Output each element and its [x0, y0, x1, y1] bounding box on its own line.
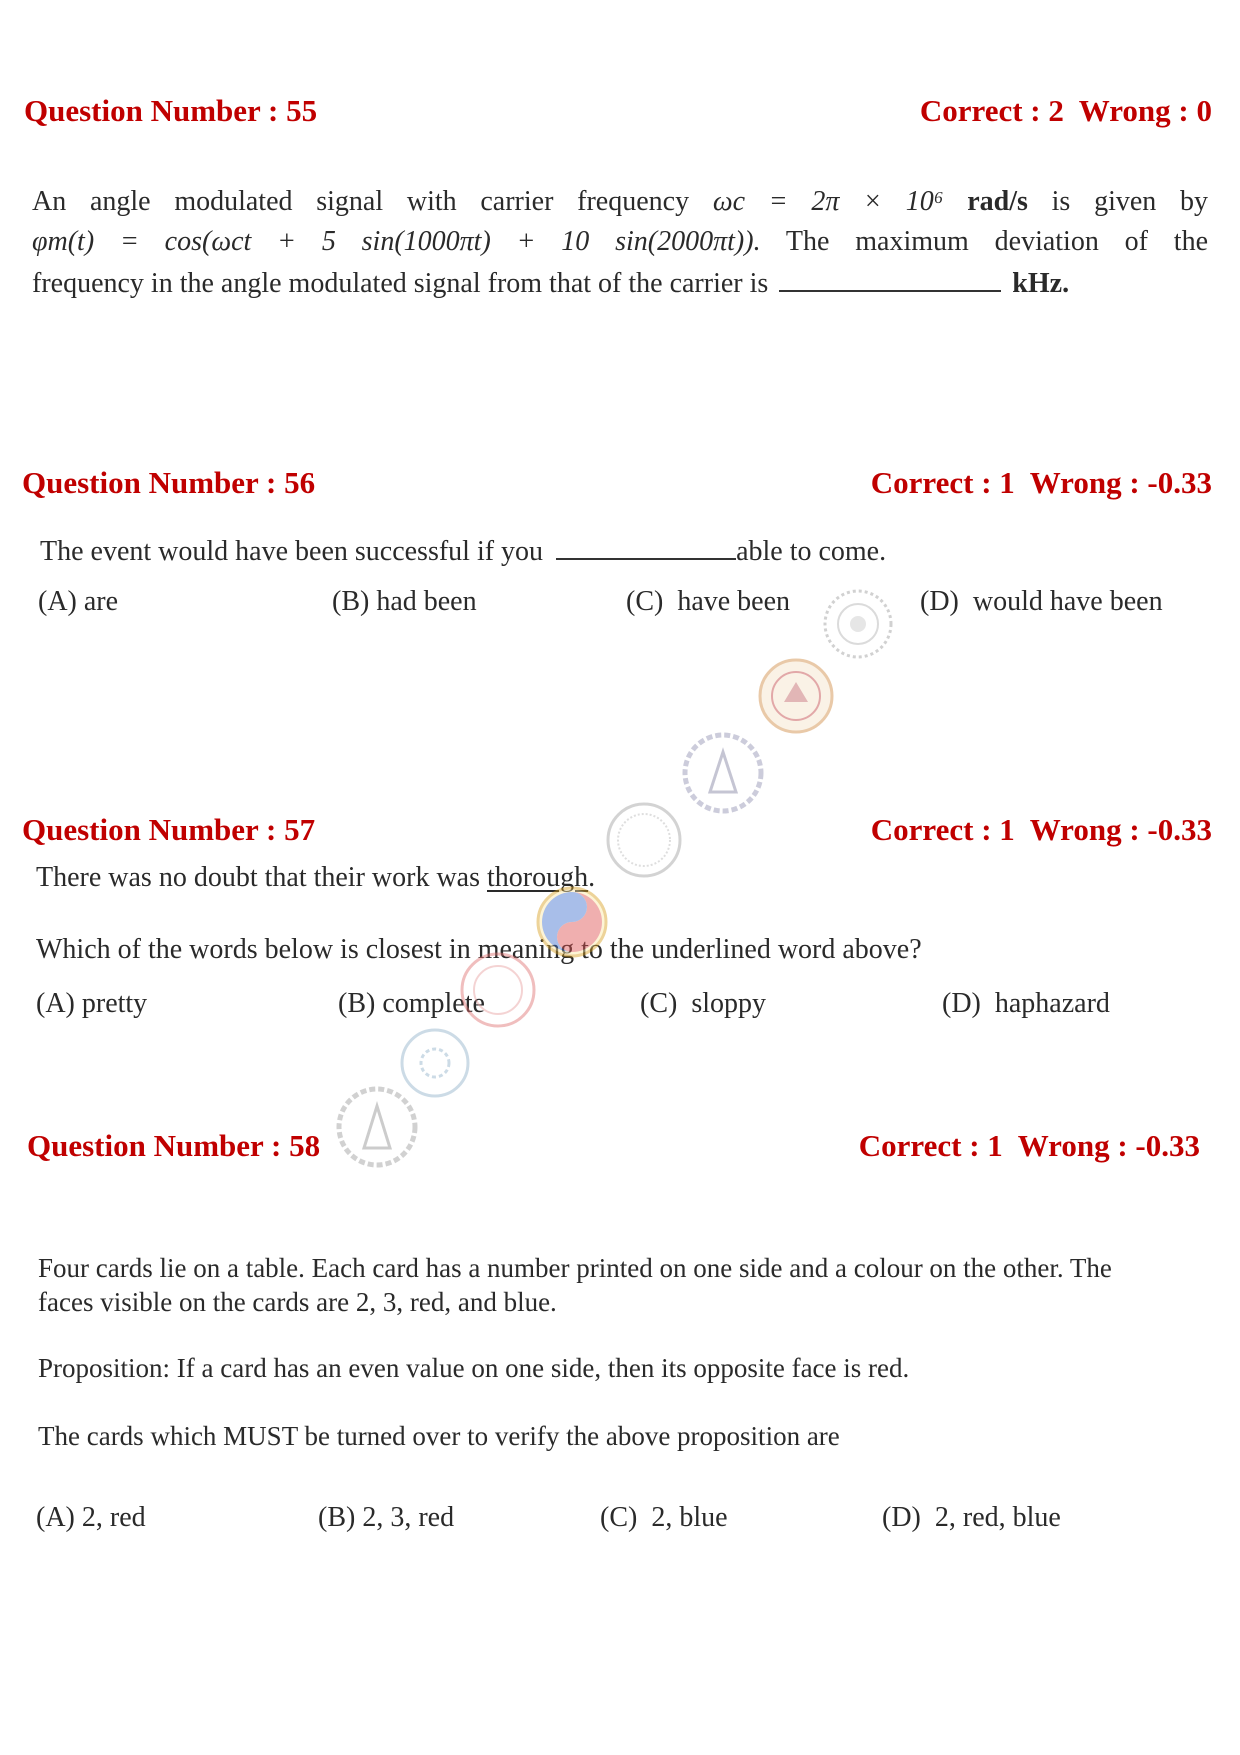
q57-option-a[interactable]: (A) pretty: [36, 988, 148, 1019]
q57-sentence-before: There was no doubt that their work was: [36, 862, 480, 893]
q55-line3-text: frequency in the angle modulated signal from that of the carrier is: [32, 268, 769, 299]
q55-unit-khz: kHz.: [1012, 268, 1070, 299]
q57-option-c[interactable]: (C) sloppy: [640, 988, 766, 1019]
question-57-marks: Correct : 1 Wrong : -0.33: [870, 812, 1212, 847]
question-55-marks: Correct : 2 Wrong : 0: [919, 93, 1212, 128]
q55-answer-blank[interactable]: [779, 262, 1001, 292]
q56-option-c[interactable]: (C) have been: [626, 586, 791, 617]
seal-icon: [334, 1084, 420, 1170]
question-58-header: Question Number : 58: [27, 1128, 321, 1163]
question-57-prompt: Which of the words below is closest in meaning to the underlined word above?: [36, 934, 922, 965]
q58-prompt: The cards which MUST be turned over to verify the above proposition are: [38, 1421, 840, 1451]
seal-icon: [756, 656, 836, 736]
seal-icon: [534, 884, 610, 960]
question-55-header: Question Number : 55: [24, 93, 318, 128]
q55-line1-tail: is given by: [1051, 186, 1209, 217]
q56-option-a[interactable]: (A) are: [38, 586, 119, 617]
seal-icon: [458, 950, 538, 1030]
q58-option-a[interactable]: (A) 2, red: [36, 1502, 146, 1533]
q58-paragraph-line-1: Four cards lie on a table. Each card has a number printed on one side and a colour on the other. The: [38, 1253, 1112, 1283]
question-56-marks: Correct : 1 Wrong : -0.33: [870, 465, 1212, 500]
question-57-sentence: [36, 858, 595, 898]
q57-sentence-after: .: [588, 862, 596, 893]
question-55-line-1: [32, 182, 1208, 222]
q55-line1-text: An angle modulated signal with carrier frequency: [32, 186, 690, 217]
q58-paragraph-line-2: faces visible on the cards are 2, 3, red, and blue.: [38, 1287, 557, 1317]
q56-stem-after: able to come.: [736, 536, 887, 567]
q55-unit-rad: rad/s: [967, 186, 1028, 217]
q57-option-b[interactable]: (B) complete: [338, 988, 485, 1019]
q56-option-d[interactable]: (D) would have been: [920, 586, 1163, 617]
seal-icon: [822, 588, 894, 660]
seal-icon: [604, 800, 684, 880]
q58-proposition: Proposition: If a card has an even value on one side, then its opposite face is red.: [38, 1353, 910, 1383]
q57-underlined-word: thorough: [487, 862, 589, 893]
question-55-line-2: [32, 222, 1208, 262]
question-56-stem: [40, 530, 886, 572]
q56-option-b[interactable]: (B) had been: [332, 586, 477, 617]
seal-icon: [680, 730, 766, 816]
q58-option-d[interactable]: (D) 2, red, blue: [882, 1502, 1061, 1533]
q55-line2-tail: The maximum deviation of the: [785, 226, 1208, 257]
q57-option-d[interactable]: (D) haphazard: [942, 988, 1110, 1019]
q56-stem-before: The event would have been successful if you: [40, 536, 544, 567]
q55-carrier-formula: ωc = 2π × 10⁶: [712, 186, 944, 217]
question-55-line-3: [32, 262, 1069, 304]
q55-signal-formula: φm(t) = cos(ωct + 5 sin(1000πt) + 10 sin(2000πt)).: [32, 226, 761, 257]
question-57-header: Question Number : 57: [22, 812, 316, 847]
q58-option-b[interactable]: (B) 2, 3, red: [318, 1502, 455, 1533]
q56-answer-blank[interactable]: [556, 530, 736, 560]
question-58-marks: Correct : 1 Wrong : -0.33: [858, 1128, 1200, 1163]
q58-option-c[interactable]: (C) 2, blue: [600, 1502, 728, 1533]
question-56-header: Question Number : 56: [22, 465, 316, 500]
